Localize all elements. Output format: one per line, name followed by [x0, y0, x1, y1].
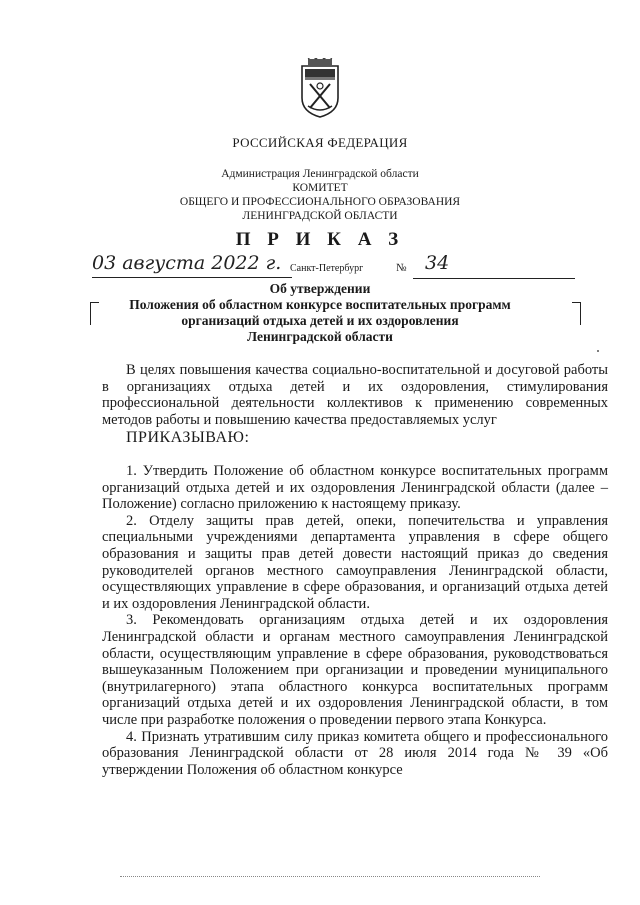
order-item: 3. Рекомендовать организациям отдыха детей и их оздоровления Ленинградской области и органам местного самоуправления Ленинградской области, осуществляющим управление в сфере образования, руководствоваться вышеуказанным Положением при организации и проведении муниципального (внутрилагерного) этапа областного конкурса воспитательных программ организаций отдыха детей и их оздоровления Ленинградской области, в том числе при разработке положения о проведении первого этапа Конкурса.: [102, 612, 608, 728]
committee-line: КОМИТЕТ: [292, 182, 348, 194]
order-item: 2. Отделу защиты прав детей, опеки, попечительства и управления специальными учреждениями департамента управления в сфере общего образования и защиты прав детей довести настоящий приказ до сведения руководителей органов местного самоуправления Ленинградской области, осуществляющих управление в сфере образования, и организаций отдыха детей и их оздоровления Ленинградской области.: [102, 512, 608, 612]
order-word: ПРИКАЗЫВАЮ:: [126, 429, 250, 446]
intro-paragraph: [102, 362, 608, 428]
title-bracket-right: [572, 302, 581, 325]
handwritten-number: 34: [425, 252, 450, 274]
issuing-authority: [0, 167, 640, 223]
scan-artifact-line: [120, 876, 540, 877]
document-type-heading: П Р И К А З: [235, 229, 405, 250]
order-items: [102, 463, 608, 778]
committee-line: ЛЕНИНГРАДСКОЙ ОБЛАСТИ: [242, 210, 398, 222]
title-line: Ленинградской области: [247, 329, 393, 344]
city-label: Санкт-Петербург: [290, 263, 364, 274]
country-heading: РОССИЙСКАЯ ФЕДЕРАЦИЯ: [232, 135, 408, 150]
order-item: 4. Признать утратившим силу приказ комитета общего и профессионального образования Ленинградской области от 28 июля 2014 года № 39 «Об утверждении Положения об областном конкурсе: [102, 728, 608, 778]
intro-text: В целях повышения качества социально-воспитательной и досуговой работы в организациях отдыха детей и их оздоровления, стимулирования профессиональной деятельности коллективов к применению современных методов работы и повышению качества предоставляемых услуг: [102, 362, 608, 428]
title-bracket-left: [90, 302, 99, 325]
order-item: 1. Утвердить Положение об областном конкурсе воспитательных программ организаций отдыха детей и их оздоровления Ленинградской области (далее – Положение) согласно приложению к настоящему приказу.: [102, 463, 608, 513]
title-line: Положения об областном конкурсе воспитательных программ: [129, 297, 511, 312]
handwritten-date: 03 августа 2022 г.: [92, 252, 282, 274]
committee-line: ОБЩЕГО И ПРОФЕССИОНАЛЬНОГО ОБРАЗОВАНИЯ: [179, 196, 461, 208]
number-label: №: [396, 262, 407, 274]
title-line: Об утверждении: [269, 281, 371, 296]
scan-speck: [597, 350, 599, 352]
title-line: организаций отдыха детей и их оздоровления: [181, 313, 459, 328]
coat-of-arms-emblem: [300, 58, 340, 118]
administration-name: Администрация Ленинградской области: [221, 168, 419, 180]
